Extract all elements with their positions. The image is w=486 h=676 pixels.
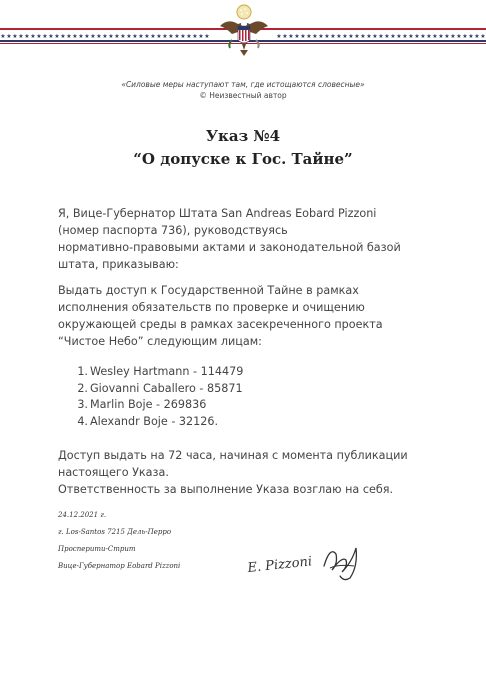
star-icon: ★ [48,33,54,38]
us-great-seal-icon [218,4,270,62]
star-icon: ★ [96,33,102,38]
epigraph-quote: «Силовые меры наступают там, где истощаются словесные» [121,80,365,89]
star-icon: ★ [318,33,324,38]
list-number: 2. [77,381,88,395]
star-icon: ★ [288,33,294,38]
star-icon: ★ [198,33,204,38]
star-icon: ★ [174,33,180,38]
star-icon: ★ [108,33,114,38]
star-icon: ★ [150,33,156,38]
star-icon: ★ [384,33,390,38]
intro-line: нормативно-правовыми актами и законодательной базой [58,241,401,254]
star-icon: ★ [306,33,312,38]
star-icon: ★ [420,33,426,38]
decree-subtitle: “О допуске к Гос. Тайне” [133,150,353,168]
star-icon: ★ [354,33,360,38]
decree-address: г. Los-Santos 7215 Дель-Перро [58,528,172,536]
list-text: Giovanni Caballero - 85871 [90,381,243,395]
star-icon: ★ [360,33,366,38]
order-line: окружающей среды в рамках засекреченного проекта [58,318,383,331]
star-icon: ★ [66,33,72,38]
star-icon: ★ [90,33,96,38]
star-icon: ★ [366,33,372,38]
epigraph-author: © Неизвестный автор [199,91,287,100]
star-icon: ★ [474,33,480,38]
star-icon: ★ [144,33,150,38]
star-icon: ★ [312,33,318,38]
star-icon: ★ [408,33,414,38]
star-icon: ★ [36,33,42,38]
star-icon: ★ [342,33,348,38]
star-icon: ★ [186,33,192,38]
persons-list [72,364,243,430]
list-number: 4. [77,414,88,428]
star-icon: ★ [402,33,408,38]
star-icon: ★ [18,33,24,38]
list-item [72,381,243,398]
closing-paragraph [58,447,438,498]
star-icon: ★ [24,33,30,38]
star-icon: ★ [126,33,132,38]
closing-line: Доступ выдать на 72 часа, начиная с момента публикации [58,449,408,462]
star-icon: ★ [348,33,354,38]
star-icon: ★ [294,33,300,38]
star-icon: ★ [480,33,486,38]
list-number: 3. [77,398,88,411]
star-icon: ★ [132,33,138,38]
star-icon: ★ [162,33,168,38]
list-item [72,364,243,381]
star-icon: ★ [168,33,174,38]
star-icon: ★ [300,33,306,38]
star-icon: ★ [120,33,126,38]
intro-line: штата, приказываю: [58,258,179,271]
star-icon: ★ [156,33,162,38]
star-icon: ★ [30,33,36,38]
list-number: 1. [77,365,88,378]
closing-line: настоящего Указа. [58,466,169,479]
decree-date: 24.12.2021 г. [58,511,107,519]
star-icon: ★ [432,33,438,38]
star-icon: ★ [414,33,420,38]
star-icon: ★ [192,33,198,38]
order-line: исполнения обязательств по проверке и очищению [58,301,365,314]
star-icon: ★ [462,33,468,38]
star-icon: ★ [0,33,6,38]
star-icon: ★ [390,33,396,38]
star-icon: ★ [456,33,462,38]
star-icon: ★ [204,33,210,38]
star-icon: ★ [438,33,444,38]
list-text: Alexandr Boje - 32126. [90,414,219,428]
order-paragraph [58,282,438,350]
star-icon: ★ [468,33,474,38]
star-icon: ★ [378,33,384,38]
star-icon: ★ [42,33,48,38]
star-icon: ★ [372,33,378,38]
star-icon: ★ [114,33,120,38]
intro-paragraph [58,205,438,273]
decree-signer: Вице-Губернатор Eobard Pizzoni [58,562,181,570]
star-icon: ★ [276,33,282,38]
star-icon: ★ [396,33,402,38]
star-icon: ★ [444,33,450,38]
order-line: Выдать доступ к Государственной Тайне в рамках [58,284,359,297]
star-icon: ★ [102,33,108,38]
star-icon: ★ [180,33,186,38]
star-icon: ★ [54,33,60,38]
list-text: Marlin Boje - 269836 [90,398,207,411]
star-icon: ★ [324,33,330,38]
order-line: “Чистое Небо” следующим лицам: [58,335,262,348]
star-icon: ★ [60,33,66,38]
closing-line: Ответственность за выполнение Указа возглаю на себя. [58,483,394,496]
star-icon: ★ [282,33,288,38]
intro-line: Я, Вице-Губернатор Штата San Andreas Eobard Pizzoni [58,207,377,220]
star-icon: ★ [426,33,432,38]
star-icon: ★ [12,33,18,38]
list-item [72,397,243,414]
handwritten-signature [246,536,366,584]
list-text: Wesley Hartmann - 114479 [90,365,244,378]
intro-line: (номер паспорта 736), руководствуясь [58,224,288,237]
decree-title: Указ №4 [205,127,281,145]
star-icon: ★ [450,33,456,38]
star-icon: ★ [138,33,144,38]
star-icon: ★ [6,33,12,38]
star-icon: ★ [336,33,342,38]
decree-street: Просперити-Стрит [58,545,136,553]
star-icon: ★ [72,33,78,38]
star-icon: ★ [78,33,84,38]
list-item [72,414,243,431]
svg-text:E. Pizzoni: E. Pizzoni [246,554,313,576]
star-icon: ★ [84,33,90,38]
star-icon: ★ [330,33,336,38]
